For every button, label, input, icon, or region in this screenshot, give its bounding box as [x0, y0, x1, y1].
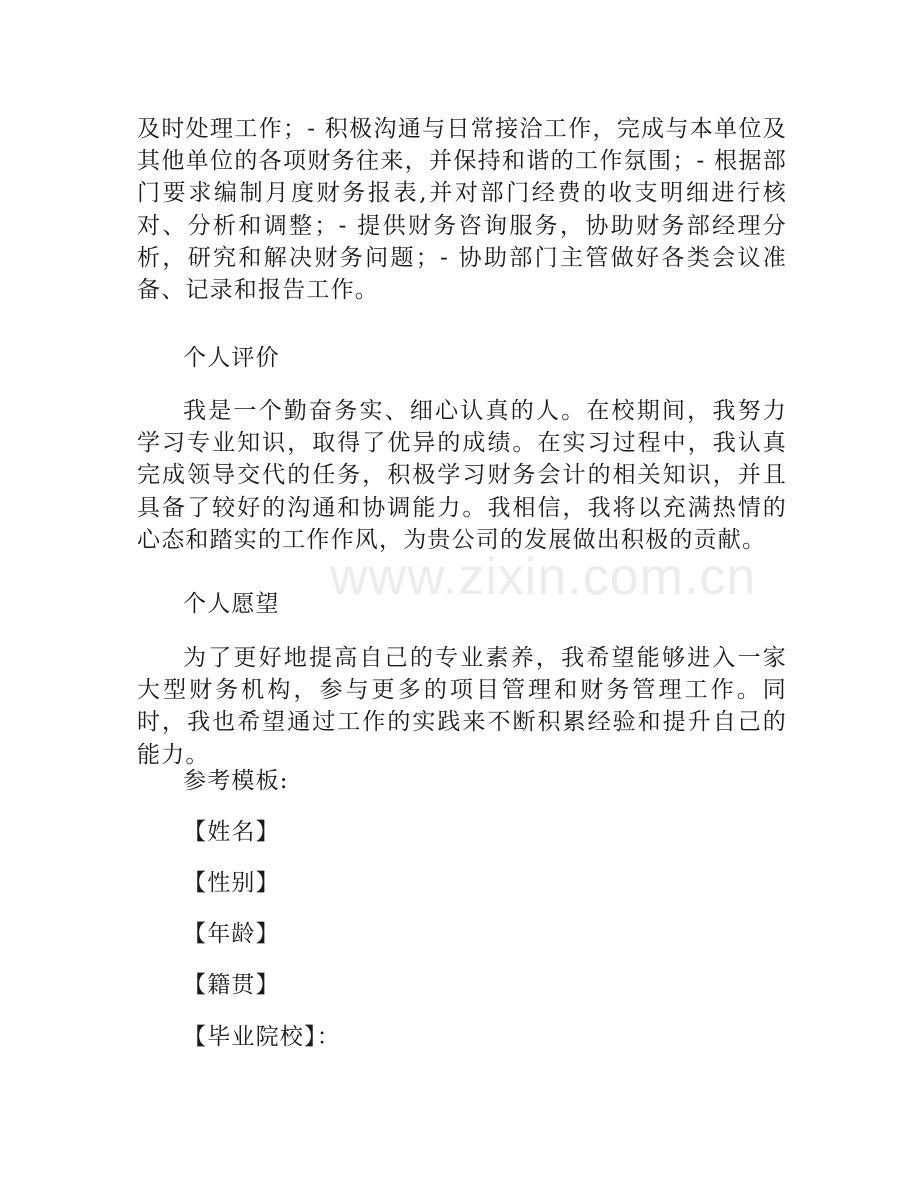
- template-heading: 参考模板:: [183, 768, 289, 794]
- duties-paragraph: 及时处理工作；- 积极沟通与日常接洽工作，完成与本单位及其他单位的各项财务往来，并保持和谐的工作氛围；- 根据部门要求编制月度财务报表,并对部门经费的收支明细进行核对、分析和调整；- 提供财务咨询服务，协助财务部经理分析，研究和解决财务问题；- 协助部门主管做好各类会议准备、记录和报告工作。: [137, 116, 787, 304]
- wish-heading: 个人愿望: [183, 591, 280, 617]
- watermark: www.zixin.com.cn: [330, 548, 757, 606]
- field-name: 【姓名】: [183, 819, 280, 845]
- evaluation-heading: 个人评价: [183, 345, 280, 371]
- wish-paragraph: 为了更好地提高自己的专业素养，我希望能够进入一家大型财务机构，参与更多的项目管理和财务管理工作。同时，我也希望通过工作的实践来不断积累经验和提升自己的能力。: [137, 645, 787, 768]
- field-age: 【年龄】: [183, 921, 280, 947]
- evaluation-paragraph: 我是一个勤奋务实、细心认真的人。在校期间，我努力学习专业知识，取得了优异的成绩。在实习过程中，我认真完成领导交代的任务，积极学习财务会计的相关知识，并且具备了较好的沟通和协调能力。我相信，我将以充满热情的心态和踏实的工作作风，为贵公司的发展做出积极的贡献。: [137, 398, 787, 553]
- field-hometown: 【籍贯】: [183, 972, 280, 998]
- field-school: 【毕业院校】：: [183, 1024, 341, 1050]
- field-gender: 【性别】: [183, 870, 280, 896]
